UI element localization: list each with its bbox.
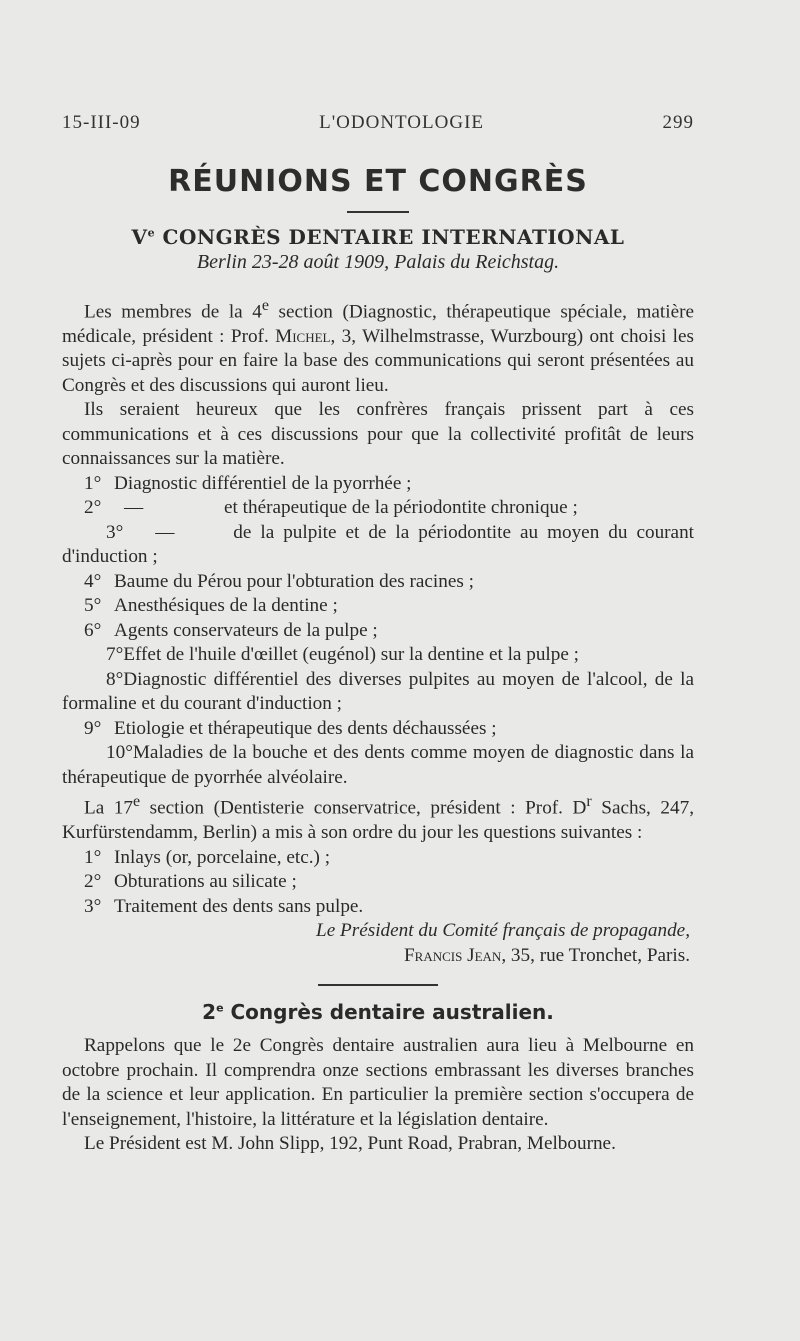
congress-ordinal: V: [131, 225, 148, 249]
list-item: [62, 570, 694, 595]
s17-text-c: Sachs, 247, Kurfürstendamm, Berlin) a mis à son ordre du jour les questions suivantes :: [62, 797, 694, 844]
topic-list-17th-section: [62, 846, 694, 920]
list-item-ditto: —: [124, 497, 144, 519]
list-item: [62, 472, 694, 497]
list-item: [62, 594, 694, 619]
signature-name: Francis Jean: [403, 944, 502, 966]
congress-name: CONGRÈS DENTAIRE INTERNATIONAL: [155, 225, 625, 249]
aus-title-b: Congrès dentaire australien.: [223, 1000, 554, 1025]
running-header: [62, 112, 694, 134]
paragraph-invitation: Ils seraient heureux que les confrères français prissent part à ces communications et à ces discussions pour que la collectivité profitât de leurs connaissances sur la matière.: [62, 399, 694, 470]
list-item-text: Baume du Pérou pour l'obturation des racines ;: [114, 570, 474, 592]
intro-text-c: , 3, Wilhelmstrasse, Wurzbourg) ont choisi les sujets ci-après pour en faire la base des communications qui seront présentées au Congrès et des discussions qui auront lieu.: [62, 325, 694, 396]
signature-address: , 35, rue Tronchet, Paris.: [501, 944, 690, 966]
list-item-number: 9°: [84, 717, 102, 739]
list-item: [62, 521, 694, 570]
list-item-number: 5°: [84, 595, 102, 617]
list-item-number: 1°: [84, 846, 102, 868]
list-item-text: Traitement des dents sans pulpe.: [114, 895, 364, 917]
list-item-number: 2°: [84, 871, 102, 893]
intro-text-a: Les membres de la 4: [84, 301, 262, 323]
list-item-ditto: —: [155, 521, 175, 543]
paragraph-intro: [62, 294, 694, 398]
signature-line: [62, 944, 694, 969]
australian-congress-heading: [62, 1000, 694, 1024]
list-item-text: Diagnostic différentiel de la pyorrhée ;: [114, 472, 412, 494]
list-item-text: Effet de l'huile d'œillet (eugénol) sur la dentine et la pulpe ;: [123, 644, 580, 666]
s17-sup2: r: [586, 793, 592, 811]
list-item: [62, 895, 694, 920]
paragraph-section-17: [62, 790, 694, 845]
list-item: [62, 619, 694, 644]
list-item-number: 7°: [106, 644, 124, 666]
list-item: [62, 496, 694, 521]
topic-list-4th-section: [62, 472, 694, 791]
list-item: [62, 643, 694, 668]
list-item-number: 2°: [84, 497, 102, 519]
signature-title: Le Président du Comité français de propagande,: [316, 920, 690, 942]
header-page-number: 299: [662, 112, 694, 133]
list-item-number: 3°: [106, 521, 124, 543]
list-item-number: 1°: [84, 472, 102, 494]
paragraph-australian: Rappelons que le 2e Congrès dentaire australien aura lieu à Melbourne en octobre prochain. Il comprendra onze sections embrassant les diverses branches de la science et leur application. En particulier la première section s'occupera de l'enseignement, l'histoire, la littérature et la législation dentaire.: [62, 1035, 694, 1130]
page-title: RÉUNIONS ET CONGRÈS: [168, 164, 588, 199]
document-page: [62, 112, 694, 1157]
list-item-text: Obturations au silicate ;: [114, 871, 297, 893]
aus-title-sup: e: [216, 1001, 224, 1015]
list-item-text: Etiologie et thérapeutique des dents déchaussées ;: [114, 717, 497, 739]
s17-text-a: La 17: [84, 797, 133, 819]
list-item-text: Anesthésiques de la dentine ;: [114, 595, 338, 617]
intro-text-b: section (Diagnostic, thérapeutique spéciale, matière médicale, président : Prof.: [62, 301, 694, 347]
list-item-text: Maladies de la bouche et des dents comme moyen de diagnostic dans la thérapeutique de pyorrhée alvéolaire.: [62, 742, 694, 788]
list-item: [62, 846, 694, 871]
list-item-number: 4°: [84, 570, 102, 592]
s17-text-b: section (Dentisterie conservatrice, président : Prof. D: [140, 797, 587, 819]
list-item-text: et thérapeutique de la périodontite chronique ;: [224, 497, 578, 519]
header-date: 15-III-09: [62, 112, 141, 133]
list-item-text: Diagnostic différentiel des diverses pulpites au moyen de l'alcool, de la formaline et du courant d'induction ;: [62, 668, 694, 715]
s17-sup: e: [133, 793, 141, 811]
congress-subtitle: Berlin 23-28 août 1909, Palais du Reichstag.: [196, 251, 560, 273]
paragraph-australian-president: Le Président est M. John Slipp, 192, Punt Road, Prabran, Melbourne.: [84, 1133, 616, 1155]
section-divider: [318, 984, 438, 986]
congress-heading: [62, 225, 694, 249]
intro-president-name: Michel: [275, 325, 331, 347]
list-item-number: 3°: [84, 895, 102, 917]
list-item-number: 10°: [106, 742, 133, 764]
list-item-text: Inlays (or, porcelaine, etc.) ;: [114, 846, 331, 868]
list-item: [62, 870, 694, 895]
title-rule: [347, 211, 409, 213]
list-item-text: Agents conservateurs de la pulpe ;: [114, 619, 378, 641]
list-item-text: de la pulpite et de la périodontite au moyen du courant d'induction ;: [62, 521, 694, 568]
list-item-number: 6°: [84, 619, 102, 641]
list-item: [62, 668, 694, 717]
intro-sup: e: [261, 297, 269, 314]
header-journal: L'ODONTOLOGIE: [319, 112, 485, 133]
aus-title-a: 2: [202, 1000, 217, 1025]
congress-ordinal-sup: e: [147, 226, 156, 240]
list-item-number: 8°: [106, 668, 124, 690]
list-item: [62, 741, 694, 790]
list-item: [62, 717, 694, 742]
